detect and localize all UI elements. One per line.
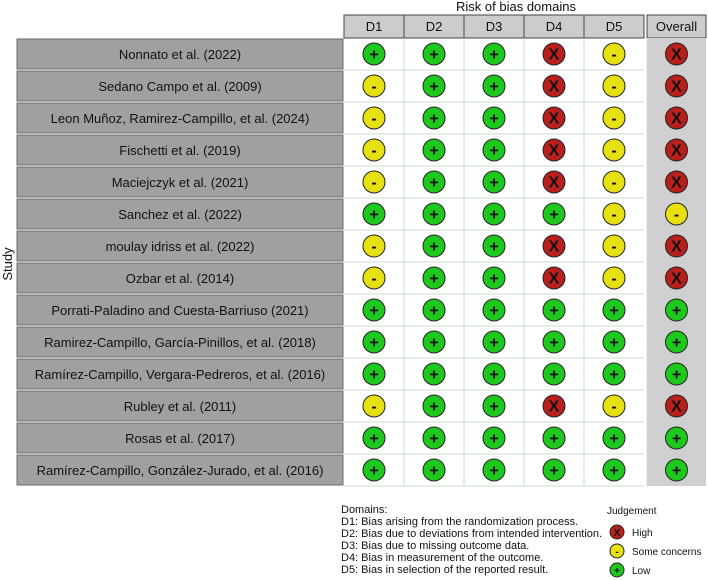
judgement-legend-item-some-concerns — [610, 544, 701, 558]
judgement-symbol: X — [671, 238, 682, 256]
judgement-high-d4 — [543, 107, 565, 129]
judgement-symbol: + — [489, 430, 499, 448]
judgement-symbol: X — [548, 174, 560, 192]
judgement-low-d3 — [483, 299, 505, 321]
judgement-low-d2 — [423, 235, 445, 257]
judgement-high-d4 — [543, 139, 565, 161]
judgement-some-concerns-d5 — [603, 171, 625, 193]
judgement-some-concerns-d5 — [603, 203, 625, 225]
legend-label: Low — [632, 566, 651, 577]
domains-legend-item: D3: Bias due to missing outcome data. — [341, 540, 530, 552]
judgement-symbol: + — [429, 174, 439, 192]
judgement-high-d4 — [543, 267, 565, 289]
judgement-symbol: + — [609, 430, 619, 448]
judgement-symbol: + — [429, 270, 439, 288]
judgement-symbol: + — [671, 430, 682, 448]
study-label: Ramírez-Campillo, Vergara-Pedreros, et al. (2016) — [34, 367, 326, 382]
judgement-symbol: - — [371, 270, 377, 288]
judgement-low-overall — [666, 459, 688, 481]
judgement-symbol: + — [429, 46, 439, 64]
judgement-low-overall — [666, 331, 688, 353]
judgement-high-overall — [666, 395, 688, 417]
judgement-low-d4 — [543, 331, 565, 353]
judgement-symbol: + — [549, 334, 559, 352]
judgement-low-d1 — [363, 43, 385, 65]
study-label: Nonnato et al. (2022) — [118, 47, 242, 62]
judgement-symbol: X — [671, 110, 682, 128]
overall-column-background — [647, 38, 706, 486]
judgement-some-concerns-d5 — [603, 395, 625, 417]
study-label: Leon Muñoz, Ramirez-Campillo, et al. (2024) — [50, 111, 310, 126]
judgement-low-d2 — [423, 75, 445, 97]
domains-legend-heading: Domains: — [341, 504, 388, 516]
judgement-symbol: + — [429, 302, 439, 320]
judgement-symbol: + — [671, 366, 682, 384]
judgement-some-concerns-overall — [666, 203, 688, 225]
judgement-high-overall — [666, 267, 688, 289]
study-label: Ramírez-Campillo, González-Jurado, et al. (2016) — [36, 463, 324, 478]
judgement-symbol: + — [671, 462, 682, 480]
judgement-low-d3 — [483, 267, 505, 289]
judgement-low-d3 — [483, 459, 505, 481]
judgement-some-concerns-d5 — [603, 75, 625, 97]
judgement-low-d2 — [423, 427, 445, 449]
judgement-low-d3 — [483, 171, 505, 193]
judgement-symbol: + — [489, 206, 499, 224]
judgement-symbol: - — [371, 238, 377, 256]
header-label-d2: D2 — [425, 19, 443, 34]
judgement-some-concerns-d1 — [363, 107, 385, 129]
judgement-low-d2 — [423, 107, 445, 129]
judgement-symbol: + — [609, 366, 619, 384]
judgement-symbol: X — [548, 270, 560, 288]
judgement-legend-item-high — [610, 525, 653, 539]
judgement-low-d3 — [483, 395, 505, 417]
judgement-high-overall — [666, 139, 688, 161]
judgement-some-concerns-d1 — [363, 395, 385, 417]
judgement-symbol: - — [611, 238, 617, 256]
judgement-symbol: + — [489, 270, 499, 288]
judgement-symbol: + — [489, 46, 499, 64]
judgement-low-overall — [666, 363, 688, 385]
judgement-low-d5 — [603, 363, 625, 385]
judgement-low-d2 — [423, 267, 445, 289]
judgement-low-d1 — [363, 363, 385, 385]
judgement-symbol: + — [369, 430, 379, 448]
judgement-legend — [607, 506, 701, 577]
judgement-low-d3 — [483, 363, 505, 385]
judgement-some-concerns-d5 — [603, 43, 625, 65]
study-label: Sedano Campo et al. (2009) — [98, 79, 262, 94]
judgement-symbol: + — [369, 366, 379, 384]
judgement-low-d2 — [423, 299, 445, 321]
judgement-low-d2 — [423, 43, 445, 65]
judgement-some-concerns-d5 — [603, 107, 625, 129]
judgement-low-d1 — [363, 459, 385, 481]
judgement-low-d1 — [363, 427, 385, 449]
judgement-symbol: X — [671, 78, 682, 96]
judgement-symbol: + — [549, 366, 559, 384]
judgement-some-concerns-d5 — [603, 267, 625, 289]
judgement-symbol: + — [369, 462, 379, 480]
judgement-symbol: + — [489, 174, 499, 192]
header-label-d5: D5 — [605, 19, 623, 34]
judgement-symbol: + — [369, 46, 379, 64]
judgement-symbol: X — [548, 78, 560, 96]
legend-label: High — [632, 528, 653, 539]
judgement-some-concerns-d5 — [603, 235, 625, 257]
judgement-symbol: + — [429, 238, 439, 256]
study-label: Ramirez-Campillo, García-Pinillos, et al. (2018) — [44, 335, 316, 350]
header-label-d4: D4 — [545, 19, 563, 34]
study-label: Rosas et al. (2017) — [125, 431, 235, 446]
judgement-some-concerns-d5 — [603, 139, 625, 161]
judgement-low-d3 — [483, 43, 505, 65]
legend-symbol: X — [613, 528, 621, 539]
judgement-symbol: + — [489, 462, 499, 480]
judgement-legend-item-low — [610, 563, 651, 577]
judgement-symbol: + — [429, 142, 439, 160]
judgement-symbol: - — [611, 398, 617, 416]
judgement-low-d5 — [603, 299, 625, 321]
judgement-symbol: + — [489, 334, 499, 352]
judgement-high-overall — [666, 75, 688, 97]
judgement-low-d4 — [543, 363, 565, 385]
study-label: moulay idriss et al. (2022) — [105, 239, 255, 254]
judgement-low-overall — [666, 427, 688, 449]
judgement-symbol: + — [671, 302, 682, 320]
judgement-symbol: X — [548, 398, 560, 416]
judgement-symbol: + — [549, 430, 559, 448]
judgement-low-d5 — [603, 331, 625, 353]
judgement-symbol: X — [548, 46, 560, 64]
judgement-grid — [344, 38, 706, 486]
judgement-low-d2 — [423, 459, 445, 481]
judgement-symbol: - — [611, 110, 617, 128]
judgement-symbol: - — [611, 78, 617, 96]
judgement-symbol: + — [369, 302, 379, 320]
study-label: Ozbar et al. (2014) — [125, 271, 235, 286]
judgement-high-overall — [666, 43, 688, 65]
legend-label: Some concerns — [632, 547, 702, 558]
study-label: Sanchez et al. (2022) — [118, 207, 242, 222]
judgement-symbol: + — [609, 302, 619, 320]
judgement-legend-heading: Judgement — [607, 506, 657, 517]
domains-legend-item: D1: Bias arising from the randomization process. — [341, 516, 579, 528]
judgement-symbol: + — [609, 462, 619, 480]
judgement-some-concerns-d1 — [363, 235, 385, 257]
judgement-low-d3 — [483, 427, 505, 449]
judgement-symbol: + — [489, 110, 499, 128]
judgement-low-d3 — [483, 203, 505, 225]
judgement-symbol: X — [671, 142, 682, 160]
judgement-low-d3 — [483, 235, 505, 257]
judgement-symbol: - — [673, 206, 680, 224]
judgement-low-d1 — [363, 299, 385, 321]
judgement-symbol: X — [671, 398, 682, 416]
judgement-some-concerns-d1 — [363, 267, 385, 289]
judgement-high-overall — [666, 107, 688, 129]
study-label: Rubley et al. (2011) — [123, 399, 237, 414]
y-axis-label: Study — [0, 247, 15, 281]
judgement-some-concerns-d1 — [363, 75, 385, 97]
judgement-symbol: X — [671, 174, 682, 192]
judgement-symbol: X — [548, 110, 560, 128]
judgement-high-d4 — [543, 395, 565, 417]
judgement-symbol: X — [548, 238, 560, 256]
judgement-low-d2 — [423, 139, 445, 161]
judgement-low-d2 — [423, 363, 445, 385]
domains-legend — [341, 504, 602, 576]
study-label: Fischetti et al. (2019) — [119, 143, 241, 158]
study-label-column — [17, 39, 343, 485]
domains-legend-item: D5: Bias in selection of the reported result. — [341, 564, 549, 576]
judgement-low-d2 — [423, 395, 445, 417]
study-label: Porrati-Paladino and Cuesta-Barriuso (2021) — [51, 303, 309, 318]
judgement-symbol: + — [429, 398, 439, 416]
judgement-symbol: + — [429, 430, 439, 448]
judgement-symbol: + — [671, 334, 682, 352]
domains-legend-item: D4: Bias in measurement of the outcome. — [341, 552, 544, 564]
judgement-low-d3 — [483, 331, 505, 353]
judgement-low-d3 — [483, 75, 505, 97]
judgement-symbol: + — [489, 238, 499, 256]
judgement-low-d3 — [483, 139, 505, 161]
chart-title: Risk of bias domains — [456, 0, 576, 14]
judgement-symbol: + — [489, 398, 499, 416]
judgement-symbol: - — [611, 270, 617, 288]
study-label: Maciejczyk et al. (2021) — [111, 175, 249, 190]
judgement-symbol: X — [671, 46, 682, 64]
judgement-high-d4 — [543, 43, 565, 65]
judgement-low-d2 — [423, 331, 445, 353]
judgement-symbol: - — [611, 206, 617, 224]
judgement-symbol: + — [489, 142, 499, 160]
domains-legend-item: D2: Bias due to deviations from intended intervention. — [341, 528, 603, 540]
judgement-some-concerns-d1 — [363, 139, 385, 161]
judgement-high-d4 — [543, 171, 565, 193]
judgement-low-d4 — [543, 203, 565, 225]
judgement-symbol: - — [371, 110, 377, 128]
judgement-symbol: + — [549, 302, 559, 320]
judgement-low-d2 — [423, 171, 445, 193]
legend-symbol: - — [615, 547, 619, 558]
judgement-symbol: + — [429, 206, 439, 224]
judgement-symbol: + — [549, 206, 559, 224]
header-label-overall: Overall — [655, 19, 698, 34]
judgement-low-d1 — [363, 203, 385, 225]
judgement-symbol: + — [489, 366, 499, 384]
judgement-low-d5 — [603, 459, 625, 481]
judgement-low-d4 — [543, 427, 565, 449]
judgement-symbol: - — [371, 174, 377, 192]
judgement-high-d4 — [543, 75, 565, 97]
judgement-symbol: - — [371, 142, 377, 160]
judgement-symbol: X — [548, 142, 560, 160]
judgement-symbol: + — [429, 366, 439, 384]
judgement-symbol: - — [611, 46, 617, 64]
judgement-symbol: + — [429, 110, 439, 128]
domain-header-row — [344, 15, 706, 38]
judgement-low-d5 — [603, 427, 625, 449]
judgement-low-d1 — [363, 331, 385, 353]
judgement-low-overall — [666, 299, 688, 321]
judgement-symbol: + — [369, 206, 379, 224]
judgement-some-concerns-d1 — [363, 171, 385, 193]
header-label-d3: D3 — [485, 19, 503, 34]
judgement-symbol: + — [429, 334, 439, 352]
judgement-low-d4 — [543, 459, 565, 481]
judgement-high-overall — [666, 171, 688, 193]
judgement-symbol: - — [611, 142, 617, 160]
judgement-symbol: + — [429, 78, 439, 96]
judgement-high-overall — [666, 235, 688, 257]
judgement-high-d4 — [543, 235, 565, 257]
judgement-symbol: X — [671, 270, 682, 288]
judgement-low-d4 — [543, 299, 565, 321]
header-label-d1: D1 — [365, 19, 383, 34]
judgement-symbol: + — [609, 334, 619, 352]
judgement-symbol: + — [369, 334, 379, 352]
legend-symbol: + — [614, 566, 620, 577]
judgement-low-d3 — [483, 107, 505, 129]
judgement-symbol: - — [371, 398, 377, 416]
judgement-symbol: + — [549, 462, 559, 480]
judgement-symbol: + — [429, 462, 439, 480]
judgement-low-d2 — [423, 203, 445, 225]
judgement-symbol: + — [489, 78, 499, 96]
judgement-symbol: + — [489, 302, 499, 320]
judgement-symbol: - — [371, 78, 377, 96]
judgement-symbol: - — [611, 174, 617, 192]
